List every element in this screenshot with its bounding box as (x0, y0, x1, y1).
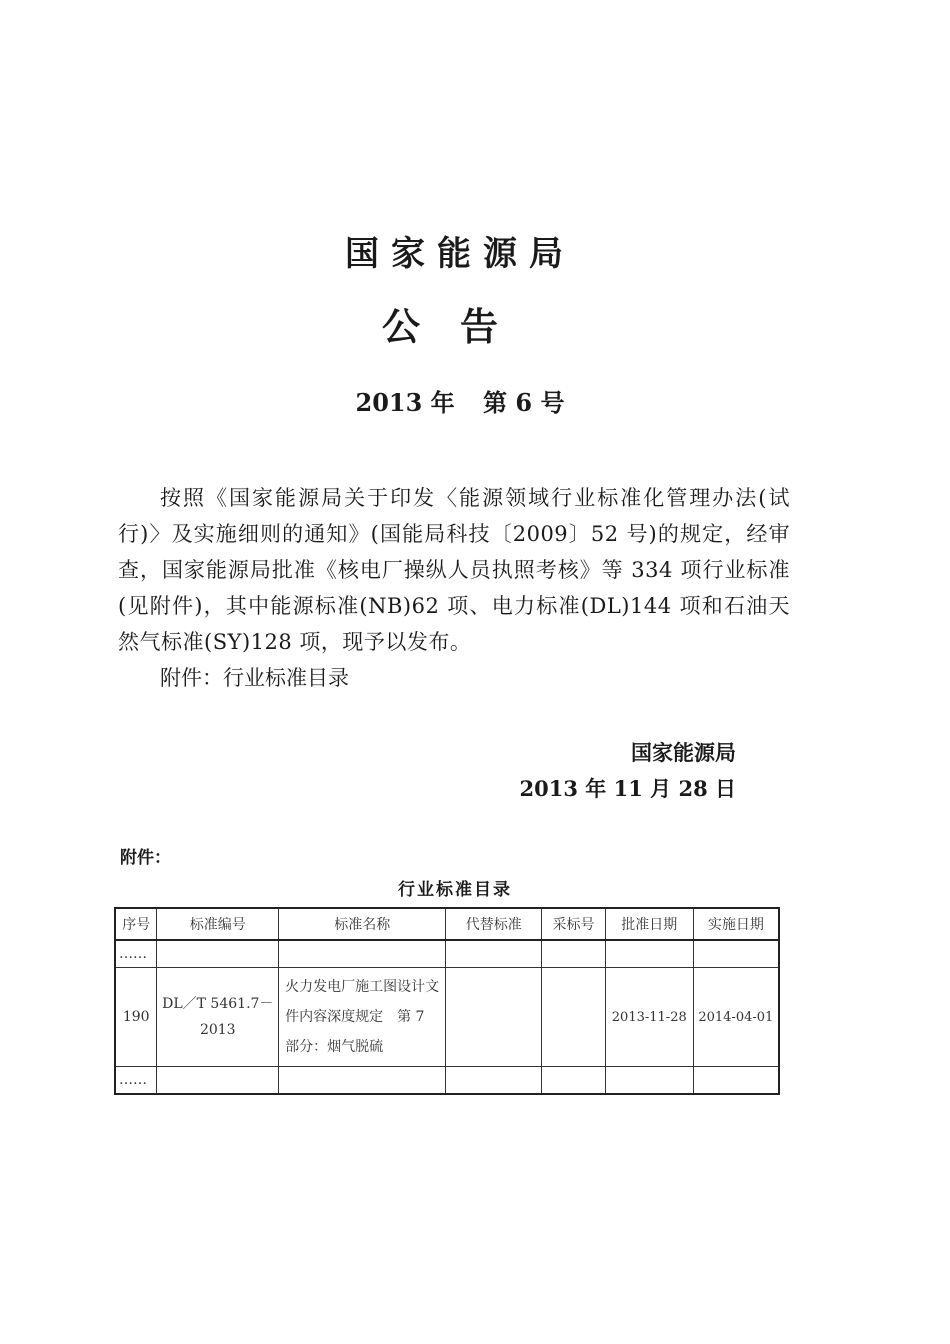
table-header-row (115, 908, 779, 940)
col-header-effective: 实施日期 (693, 908, 779, 940)
col-header-replaces: 代替标准 (446, 908, 542, 940)
table-row (115, 1067, 779, 1095)
cell-name (279, 940, 446, 968)
document-number (0, 383, 920, 418)
signature-date: 2013 年 11 月 28 日 (519, 776, 736, 801)
cell-seq: …… (115, 1067, 157, 1095)
doc-number: 第 6 号 (483, 388, 565, 417)
cell-seq: 190 (115, 968, 157, 1067)
cell-adopted (542, 968, 606, 1067)
cell-replaces (446, 940, 542, 968)
cell-name: 火力发电厂施工图设计文件内容深度规定 第 7 部分：烟气脱硫 (279, 968, 446, 1067)
cell-approved: 2013-11-28 (605, 968, 693, 1067)
cell-replaces (446, 1067, 542, 1095)
cell-approved (605, 1067, 693, 1095)
cell-effective: 2014-04-01 (693, 968, 779, 1067)
table-title: 行业标准目录 (398, 880, 512, 900)
cell-replaces (446, 968, 542, 1067)
cell-code: DL／T 5461.7－2013 (157, 968, 279, 1067)
announcement-paragraph: 按照《国家能源局关于印发〈能源领域行业标准化管理办法(试行)〉及实施细则的通知》(国能局科技〔2009〕52 号)的规定，经审查，国家能源局批准《核电厂操纵人员执照考核》等 334 项行业标准(见附件)，其中能源标准(NB)62 项、电力标准(DL)144 项和石油天然气标准(SY)128 项，现予以发布。 (118, 486, 790, 654)
cell-code (157, 1067, 279, 1095)
cell-name (279, 1067, 446, 1095)
signature-org: 国家能源局 (631, 741, 736, 765)
col-header-name: 标准名称 (279, 908, 446, 940)
cell-approved (605, 940, 693, 968)
col-header-seq: 序号 (115, 908, 157, 940)
cell-adopted (542, 940, 606, 968)
col-header-code: 标准编号 (157, 908, 279, 940)
issuer-title: 国家能源局 (345, 234, 575, 274)
cell-effective (693, 1067, 779, 1095)
cell-effective (693, 940, 779, 968)
cell-code (157, 940, 279, 968)
doc-type-title: 公告 (381, 305, 538, 349)
table-row (115, 940, 779, 968)
col-header-adopted: 采标号 (542, 908, 606, 940)
standards-table (114, 907, 780, 1095)
cell-adopted (542, 1067, 606, 1095)
cell-seq: …… (115, 940, 157, 968)
col-header-approved: 批准日期 (605, 908, 693, 940)
appendix-label: 附件： (120, 848, 171, 868)
attachment-line: 附件：行业标准目录 (160, 666, 349, 690)
table-row (115, 968, 779, 1067)
doc-year: 2013 年 (355, 388, 455, 417)
